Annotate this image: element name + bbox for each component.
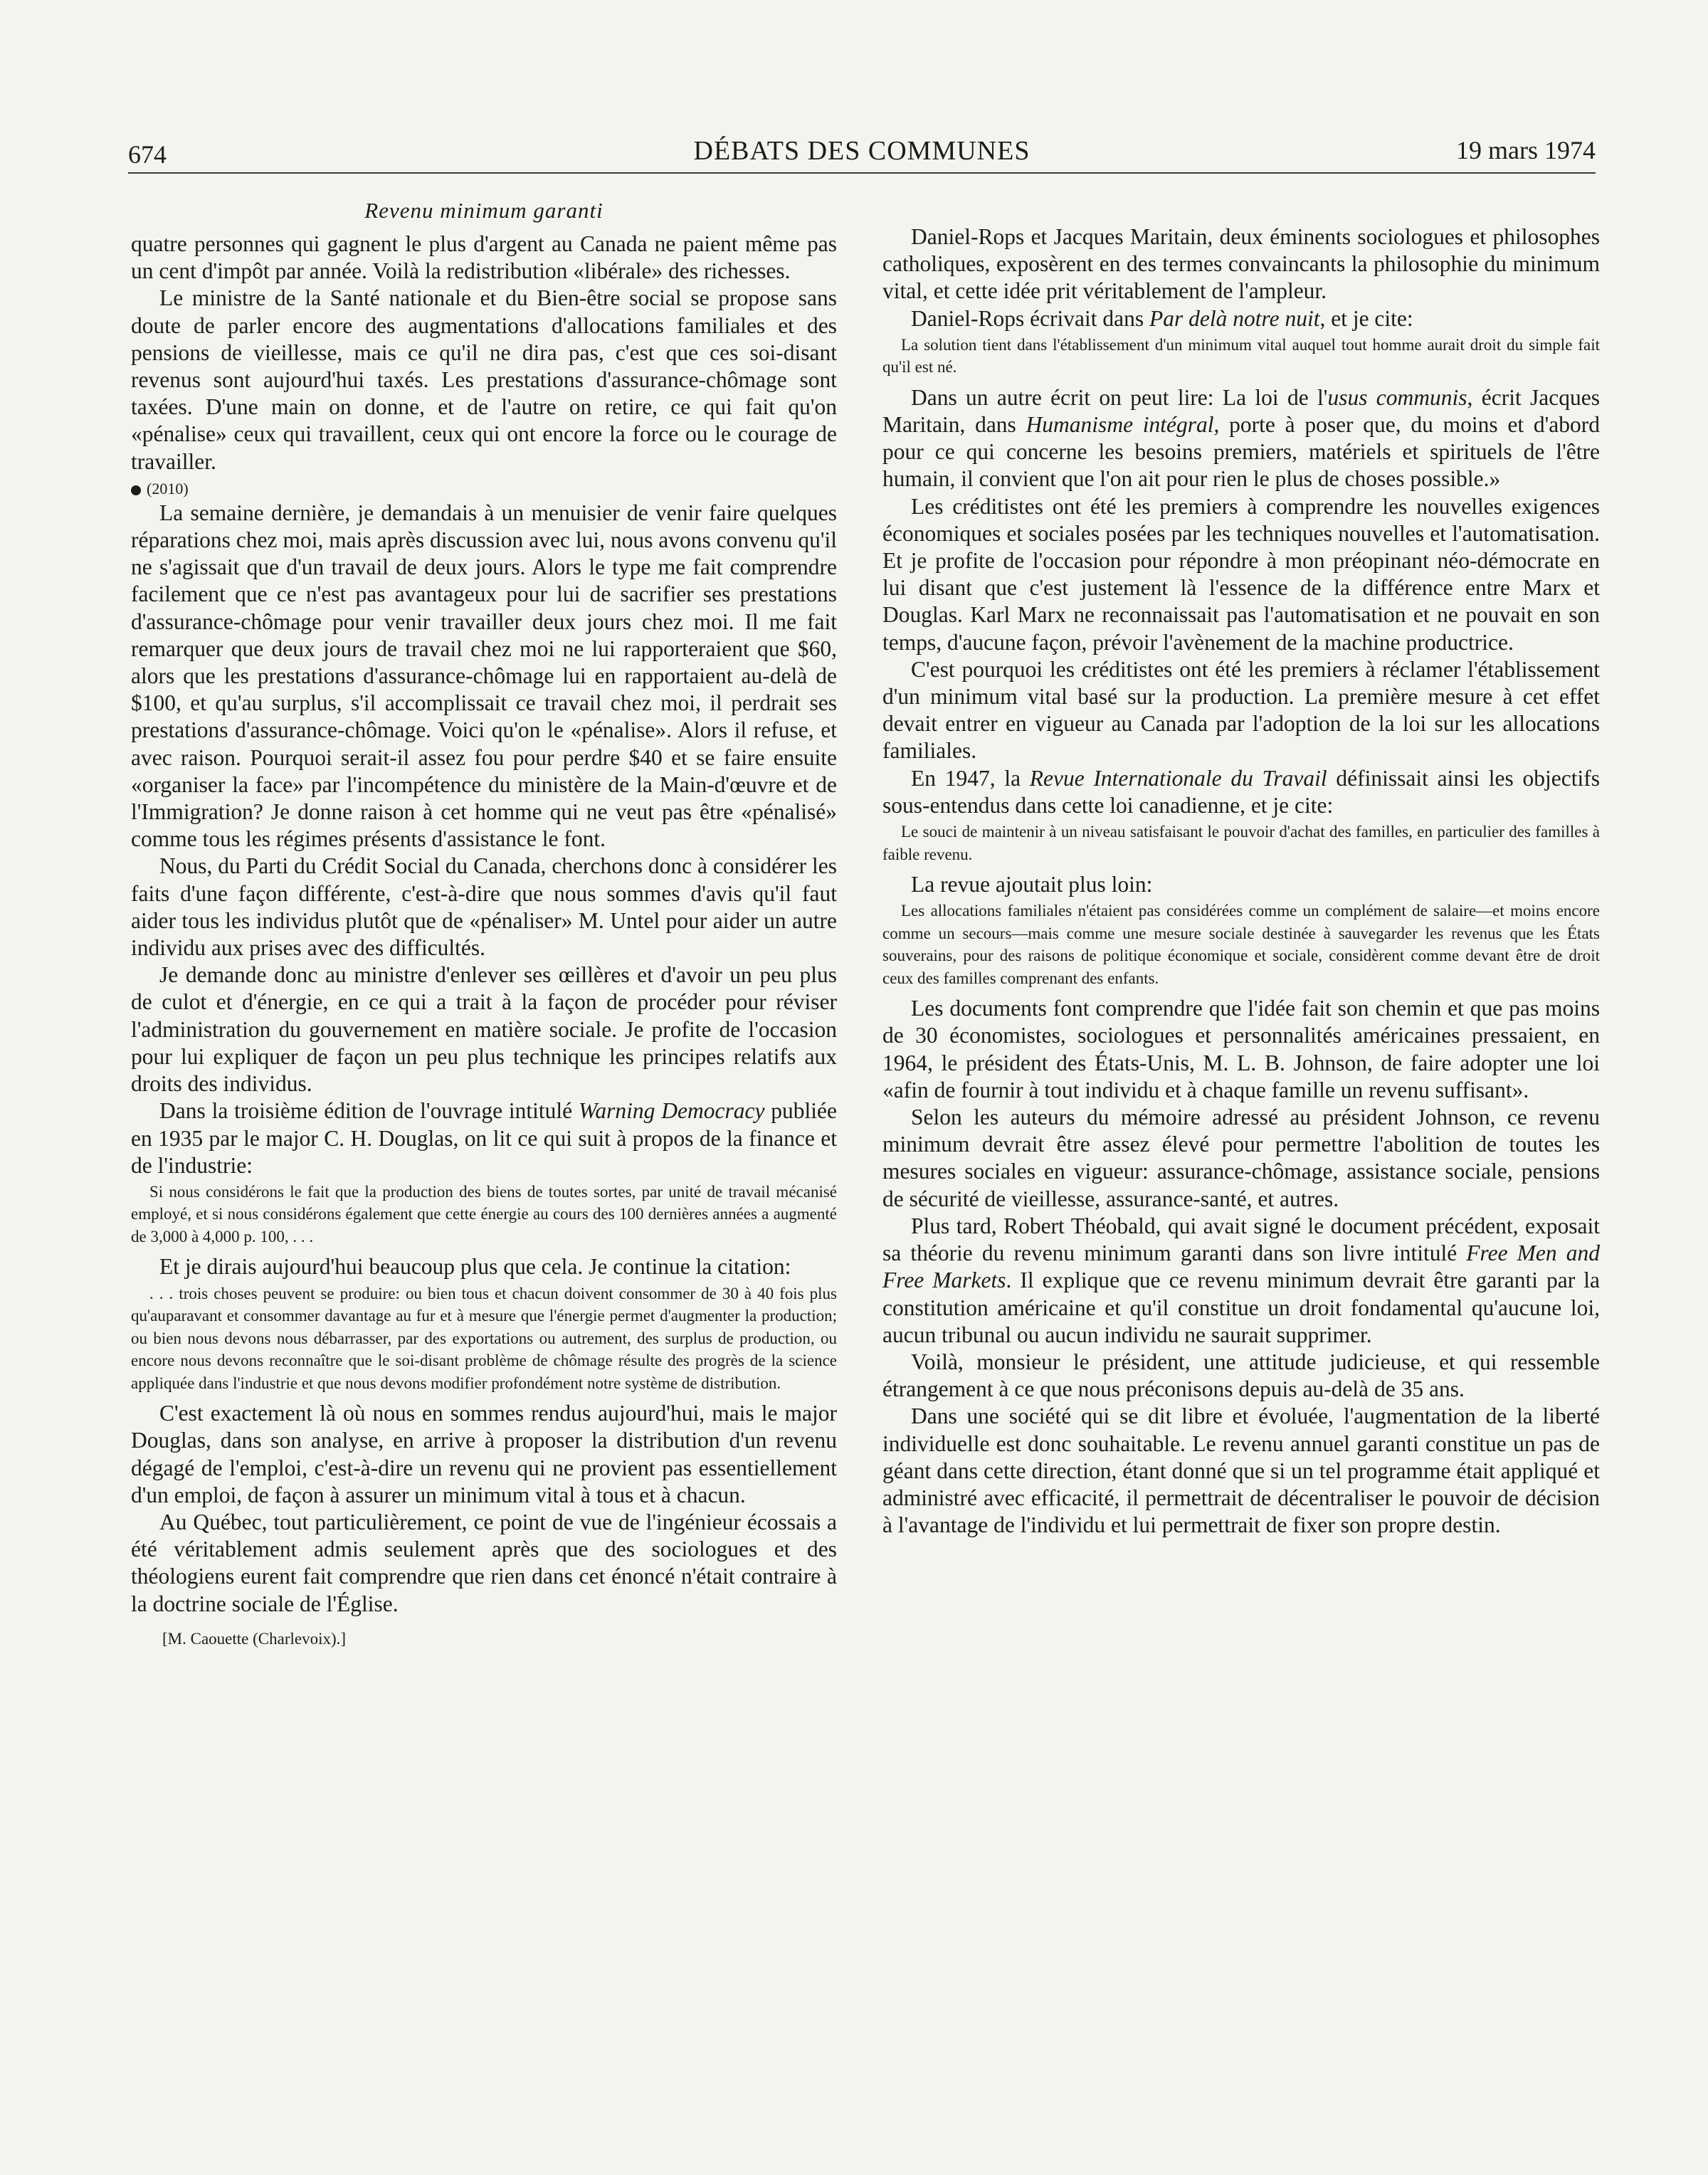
text-run: Daniel-Rops écrivait dans — [911, 305, 1150, 331]
page-header — [128, 135, 1596, 174]
journal-title: DÉBATS DES COMMUNES — [693, 136, 1030, 166]
book-title: Free Men and Free Markets — [882, 1241, 1601, 1293]
paragraph: Le ministre de la Santé nationale et du Bien-être social se propose sans doute de parler encore des augmentations d'allocations familiales et des pensions de vieillesse, mais ce qu'il ne dira pas, c'est que ces soi-disant revenus sont aujourd'hui taxés. Les prestations d'assurance-chômage sont taxées. D'une main on donne, et de l'autre on retire, ce qui fait qu'on «pénalise» ceux qui travaillent, ceux qui ont encore la force ou le courage de travailler. — [131, 285, 837, 474]
time-marker — [131, 478, 837, 500]
block-quote: Si nous considérons le fait que la production des biens de toutes sortes, par unité de travail mécanisé employé, et si nous considérons également que cette énergie au cours des 100 dernières années a augmenté de 3,000 à 4,000 p. 100, . . . — [131, 1182, 837, 1246]
left-column — [131, 198, 837, 1650]
paragraph: Au Québec, tout particulièrement, ce point de vue de l'ingénieur écossais a été véritablement admis seulement après que des sociologues et des théologiens eurent fait comprendre que rien dans cet énoncé n'était contraire à la doctrine sociale de l'Église. — [131, 1509, 837, 1616]
paragraph — [882, 305, 1600, 332]
text-run: publiée en 1935 par le major C. H. Douglas, on lit ce qui suit à propos de la finance et de l'industrie: — [131, 1098, 838, 1178]
text-run: En 1947, la — [911, 765, 1030, 791]
paragraph: Je demande donc au ministre d'enlever ses œillères et d'avoir un peu plus de culot et d'énergie, en ce qui a trait à la façon de procéder pour réviser l'administration du gouvernement en matière sociale. Je profite de l'occasion pour lui expliquer de façon un peu plus technique les principes relatifs aux droits des individus. — [131, 962, 837, 1097]
section-title: Revenu minimum garanti — [364, 198, 603, 223]
book-title: Warning Democracy — [579, 1098, 765, 1124]
paragraph: Daniel-Rops et Jacques Maritain, deux éminents sociologues et philosophes catholiques, exposèrent en des termes convaincants la philosophie du minimum vital, et cette idée prit véritablement de l'ampleur. — [882, 224, 1600, 304]
paragraph — [131, 1097, 837, 1179]
block-quote: La solution tient dans l'établissement d'un minimum vital auquel tout homme aurait droit du simple fait qu'il est né. — [882, 335, 1600, 376]
paragraph: Nous, du Parti du Crédit Social du Canada, cherchons donc à considérer les faits d'une façon différente, c'est-à-dire que nous sommes d'avis qu'il faut aider tous les individus plutôt que de «pénaliser» M. Untel pour aider un autre individu aux prises avec des difficultés. — [131, 853, 837, 961]
paragraph: La semaine dernière, je demandais à un menuisier de venir faire quelques réparations chez moi, mais après discussion avec lui, nous avons convenu qu'il ne s'agissait que d'un travail de deux jours. Alors le type me fait comprendre facilement que ce n'est pas avantageux pour lui de sacrifier ses prestations d'assurance-chômage pour venir travailler deux jours chez moi. Il me fait remarquer que deux jours de travail chez moi ne lui rapporteraient que $60, alors que les prestations d'assurance-chômage lui en rapportaient au-delà de $100, et qu'au surplus, s'il accomplissait ce travail chez moi, il perdrait ses prestations d'assurance-chômage. Voici qu'on le «pénalise». Alors il refuse, et avec raison. Pourquoi serait-il assez fou pour perdre $40 et se faire ensuite «organiser la face» par l'incompétence du ministère de la Main-d'œuvre et de l'Immigration? Je donne raison à cet homme qui ne veut pas être «pénalisé» comme tous les régimes présents d'assistance le font. — [131, 500, 837, 852]
block-quote: . . . trois choses peuvent se produire: ou bien tous et chacun doivent consommer de 30 à 40 fois plus qu'auparavant et consommer davantage au fur et à mesure que l'énergie permet d'augmenter la production; ou bien nous devons nous débarrasser, par des exportations ou autrement, des surplus de production, ou encore nous devons reconnaître que le soi-disant problème de chômage résulte des progrès de la science appliquée dans l'industrie et que nous devons modifier profondément notre système de distribution. — [131, 1284, 837, 1392]
paragraph: Les créditistes ont été les premiers à comprendre les nouvelles exigences économiques et sociales posées par les techniques nouvelles et l'automatisation. Et je profite de l'occasion pour répondre à mon préopinant néo-démocrate en lui disant que c'est justement là l'essence de la différence entre Marx et Douglas. Karl Marx ne reconnaissait pas l'automatisation et ne pouvait en son temps, d'aucune façon, prévoir l'avènement de la machine productrice. — [882, 493, 1600, 655]
speaker-attribution: [M. Caouette (Charlevoix).] — [162, 1629, 347, 1648]
block-quote: Les allocations familiales n'étaient pas considérées comme un complément de salaire—et moins encore comme un secours—mais comme une mesure sociale destinée à sauvegarder les revenus que les États souverains, pour des raisons de politique économique et sociale, considèrent comme devant être de droit ceux des familles comprenant des enfants. — [882, 902, 1600, 987]
paragraph: Et je dirais aujourd'hui beaucoup plus que cela. Je continue la citation: — [159, 1254, 791, 1280]
publication-title: Revue Internationale du Travail — [1029, 765, 1327, 791]
paragraph — [882, 765, 1600, 819]
paragraph: La revue ajoutait plus loin: — [911, 872, 1153, 897]
time-marker-text: (2010) — [147, 479, 189, 497]
right-column — [882, 223, 1600, 1539]
text-run: , écrit Jacques Maritain, dans — [882, 384, 1600, 438]
text-run: Plus tard, Robert Théobald, qui avait signé le document précédent, exposait sa théorie du revenu minimum garanti dans son livre intitulé — [882, 1213, 1600, 1266]
paragraph: Dans une société qui se dit libre et évoluée, l'augmentation de la liberté individuelle est donc souhaitable. Le revenu annuel garanti constitue un pas de géant dans cette direction, étant donné que si un tel programme était appliqué et administré avec efficacité, il permettrait de décentraliser le pouvoir de décision à l'avantage de l'individu et lui permettrait de fixer son propre destin. — [882, 1404, 1600, 1538]
text-run: , porte à poser que, du moins et d'abord pour ce qui concerne les besoins premiers, matériels et spirituels de l'être humain, il convient que l'on ait pour rien le plus de choses possible.» — [882, 412, 1600, 492]
text-run: Dans la troisième édition de l'ouvrage intitulé — [159, 1098, 579, 1124]
book-title: Par delà notre nuit — [1149, 305, 1320, 331]
latin-term: usus communis — [1327, 384, 1467, 410]
paragraph: quatre personnes qui gagnent le plus d'argent au Canada ne paient même pas un cent d'impôt par année. Voilà la redistribution «libérale» des richesses. — [131, 231, 837, 284]
paragraph — [882, 1213, 1600, 1349]
text-run: , et je cite: — [1319, 305, 1413, 331]
page-date: 19 mars 1974 — [1456, 136, 1596, 164]
block-quote: Le souci de maintenir à un niveau satisfaisant le pouvoir d'achat des familles, en particulier des familles à faible revenu. — [882, 823, 1600, 863]
bullet-icon — [131, 485, 141, 495]
text-run: . Il explique que ce revenu minimum devrait être garanti par la constitution américaine et qu'il constitue un droit fondamental qu'aucune loi, aucun tribunal ou aucun individu ne saurait supprimer. — [882, 1268, 1600, 1347]
page-number: 674 — [128, 140, 167, 169]
paragraph: Selon les auteurs du mémoire adressé au président Johnson, ce revenu minimum devrait être assez élevé pour permettre l'abolition de toutes les mesures sociales en vigueur: assurance-chômage, assistance sociale, pensions de sécurité de vieillesse, assurance-santé, et autres. — [882, 1105, 1600, 1211]
text-run: Dans un autre écrit on peut lire: La loi de l' — [911, 384, 1328, 410]
paragraph — [882, 384, 1600, 493]
paragraph: C'est pourquoi les créditistes ont été les premiers à réclamer l'établissement d'un minimum vital basé sur la production. La première mesure à cet effet devait entrer en vigueur au Canada par l'adoption de la loi sur les allocations familiales. — [882, 656, 1600, 764]
book-title: Humanisme intégral — [1026, 412, 1214, 438]
paragraph: Voilà, monsieur le président, une attitude judicieuse, et qui ressemble étrangement à ce que nous préconisons depuis au-delà de 35 ans. — [882, 1349, 1600, 1402]
text-run: définissait ainsi les objectifs sous-entendus dans cette loi canadienne, et je cite: — [882, 765, 1600, 818]
paragraph: Les documents font comprendre que l'idée fait son chemin et que pas moins de 30 économistes, sociologues et personnalités américaines pressaient, en 1964, le président des États-Unis, M. L. B. Johnson, de faire adopter une loi «afin de fournir à tout individu et à chaque famille un revenu suffisant». — [882, 996, 1600, 1102]
paragraph: C'est exactement là où nous en sommes rendus aujourd'hui, mais le major Douglas, dans son analyse, en arrive à proposer la distribution d'un revenu dégagé de l'emploi, c'est-à-dire un revenu qui ne provient pas essentiellement d'un emploi, de façon à assurer un minimum vital à tous et à chacun. — [131, 1401, 837, 1507]
